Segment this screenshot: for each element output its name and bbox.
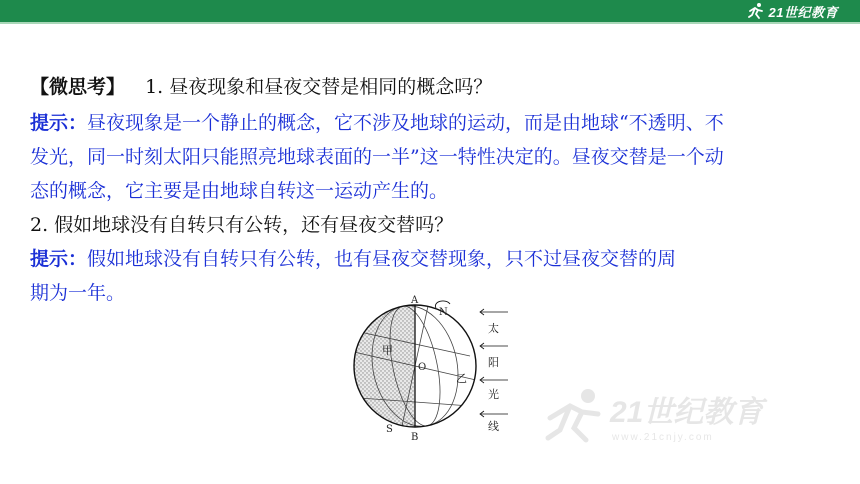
hint-label-1: 提示：: [30, 112, 88, 134]
watermark-text: 21世纪教育: [610, 396, 764, 429]
answer-2-line-2: 期为一年。: [30, 282, 126, 304]
label-n: N: [439, 307, 448, 318]
label-a: A: [411, 295, 419, 306]
answer-2-line-1: [30, 246, 676, 272]
logo-text: 21世纪教育: [768, 4, 838, 20]
watermark: [540, 378, 840, 448]
sun-char-2: 阳: [488, 356, 499, 369]
sun-char-1: 太: [488, 322, 499, 335]
banner-divider: [0, 22, 860, 24]
sun-char-4: 线: [488, 420, 499, 433]
label-s: S: [386, 424, 393, 435]
watermark-subtext: www.21cnjy.com: [612, 432, 714, 443]
label-b: B: [411, 432, 419, 443]
answer-1-line-3: 态的概念，它主要是由地球自转这一运动产生的。: [30, 180, 449, 202]
answer-1-text-1: 昼夜现象是一个静止的概念，它不涉及地球的运动，而是由地球“不透明、不: [87, 112, 724, 134]
question-1: [30, 74, 492, 100]
top-banner: [0, 0, 860, 22]
question-1-text: 1. 昼夜现象和昼夜交替是相同的概念吗？: [145, 76, 493, 98]
label-yi: 乙: [456, 372, 467, 385]
watermark-runner-head: [581, 389, 595, 403]
label-jia: 甲: [382, 344, 393, 357]
watermark-runner-icon: [548, 406, 598, 440]
earth-day-night-diagram: [340, 294, 520, 444]
hint-label-2: 提示：: [30, 248, 88, 270]
think-tag: 【微思考】: [30, 76, 126, 98]
answer-2-text-1: 假如地球没有自转只有公转，也有昼夜交替现象，只不过昼夜交替的周: [87, 248, 677, 270]
answer-1-line-1: [30, 110, 724, 136]
label-o: O: [418, 362, 427, 373]
runner-icon: [747, 2, 765, 20]
answer-1-line-2: 发光，同一时刻太阳只能照亮地球表面的一半”这一特性决定的。昼夜交替是一个动: [30, 146, 724, 168]
question-2: 2. 假如地球没有自转只有公转，还有昼夜交替吗？: [30, 214, 454, 236]
sun-char-3: 光: [488, 388, 499, 401]
brand-logo: [747, 2, 838, 20]
